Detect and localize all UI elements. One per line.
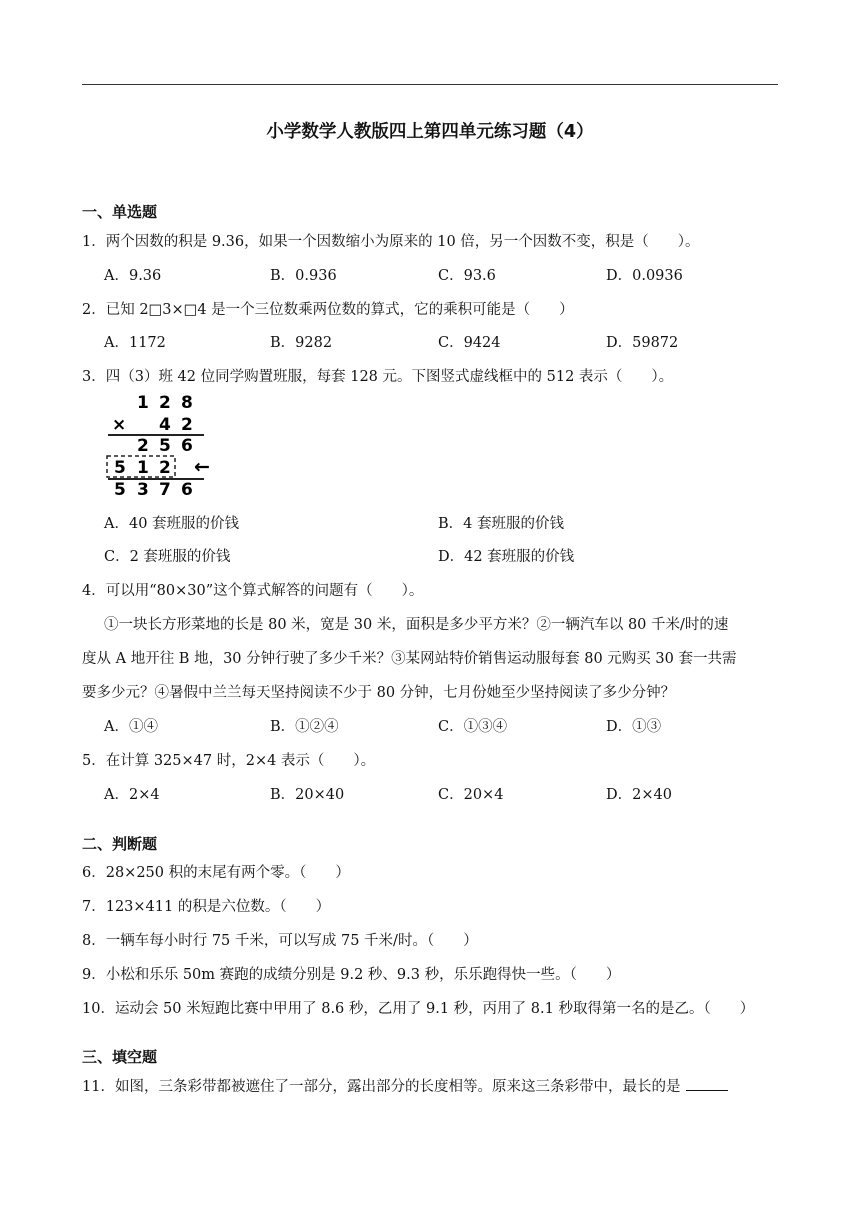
question-2-option-c[interactable]: C．9424 — [438, 335, 501, 351]
question-1-option-b[interactable]: B．0.936 — [270, 268, 337, 284]
multiplication-figure — [104, 390, 224, 500]
figure-digit: 5 — [114, 480, 126, 500]
question-4-option-d[interactable]: D．①③ — [606, 719, 662, 735]
question-5-option-c[interactable]: C．20×4 — [438, 787, 504, 803]
question-11-stem: 11．如图，三条彩带都被遮住了一部分，露出部分的长度相等。原来这三条彩带中，最长的是 — [82, 1079, 681, 1095]
question-8: 8．一辆车每小时行 75 千米，可以写成 75 千米/时。（ ） — [82, 933, 478, 949]
question-2-stem: 2．已知 2□3×□4 是一个三位数乘两位数的算式，它的乘积可能是（ ） — [82, 302, 574, 318]
figure-digit: 6 — [181, 480, 193, 500]
figure-digit: 4 — [159, 415, 171, 435]
question-5-option-a[interactable]: A．2×4 — [104, 787, 160, 803]
section-heading-single-choice: 一、单选题 — [82, 203, 158, 221]
question-3-stem: 3．四（3）班 42 位同学购置班服，每套 128 元。下图竖式虚线框中的 512 表示（ ）。 — [82, 369, 674, 385]
question-1-option-c[interactable]: C．93.6 — [438, 268, 496, 284]
question-3-option-a[interactable]: A．40 套班服的价钱 — [104, 516, 240, 532]
answer-blank[interactable] — [686, 1078, 728, 1091]
question-5-option-b[interactable]: B．20×40 — [270, 787, 345, 803]
question-4-option-a[interactable]: A．①④ — [104, 719, 158, 735]
question-3-option-b[interactable]: B．4 套班服的价钱 — [438, 516, 564, 532]
header-rule — [82, 84, 778, 85]
question-4-option-c[interactable]: C．①③④ — [438, 719, 508, 735]
figure-digit: 5 — [159, 436, 171, 456]
question-3-option-c[interactable]: C．2 套班服的价钱 — [104, 549, 231, 565]
figure-digit: 3 — [137, 480, 149, 500]
question-5-stem: 5．在计算 325×47 时，2×4 表示（ ）。 — [82, 753, 376, 769]
figure-digit: 2 — [181, 415, 193, 435]
question-1-option-d[interactable]: D．0.0936 — [606, 268, 683, 284]
figure-times-sign: × — [112, 415, 127, 435]
section-heading-fill-blank: 三、填空题 — [82, 1048, 158, 1066]
question-1-option-a[interactable]: A．9.36 — [104, 268, 162, 284]
question-2-option-b[interactable]: B．9282 — [270, 335, 333, 351]
question-2-option-a[interactable]: A．1172 — [104, 335, 166, 351]
figure-digit: 6 — [181, 436, 193, 456]
figure-digit: 2 — [137, 436, 149, 456]
question-11 — [82, 1075, 728, 1096]
figure-digit: 8 — [181, 393, 193, 413]
question-4-text-line-2: 度从 A 地开往 B 地，30 分钟行驶了多少千米？③某网站特价销售运动服每套 80 元购买 30 套一共需 — [82, 651, 737, 667]
question-2-option-d[interactable]: D．59872 — [606, 335, 679, 351]
question-7: 7．123×411 的积是六位数。（ ） — [82, 899, 331, 915]
question-10: 10．运动会 50 米短跑比赛中甲用了 8.6 秒，乙用了 9.1 秒，丙用了 8.1 秒取得第一名的是乙。（ ） — [82, 1001, 755, 1017]
figure-digit: 2 — [159, 393, 171, 413]
page-title: 小学数学人教版四上第四单元练习题（4） — [266, 122, 594, 142]
figure-digit: 5 — [114, 458, 126, 478]
figure-digit: 1 — [137, 393, 149, 413]
figure-arrow: ← — [194, 456, 210, 478]
question-3-option-d[interactable]: D．42 套班服的价钱 — [438, 549, 575, 565]
question-4-option-b[interactable]: B．①②④ — [270, 719, 339, 735]
figure-digit: 7 — [159, 480, 171, 500]
figure-digit: 1 — [137, 458, 149, 478]
question-6: 6．28×250 积的末尾有两个零。（ ） — [82, 865, 350, 881]
question-4-text-line-1: ①一块长方形菜地的长是 80 米，宽是 30 米，面积是多少平方米？②一辆汽车以 80 千米/时的速 — [104, 617, 729, 633]
question-4-stem: 4．可以用“80×30”这个算式解答的问题有（ ）。 — [82, 583, 424, 599]
question-4-text-line-3: 要多少元？④暑假中兰兰每天坚持阅读不少于 80 分钟，七月份她至少坚持阅读了多少分钟？ — [82, 685, 676, 701]
question-9: 9．小松和乐乐 50m 赛跑的成绩分别是 9.2 秒、9.3 秒，乐乐跑得快一些。（ ） — [82, 967, 621, 983]
figure-digit: 2 — [159, 458, 171, 478]
question-5-option-d[interactable]: D．2×40 — [606, 787, 672, 803]
question-1-stem: 1．两个因数的积是 9.36，如果一个因数缩小为原来的 10 倍，另一个因数不变，积是（ ）。 — [82, 234, 700, 250]
section-heading-true-false: 二、判断题 — [82, 835, 158, 853]
